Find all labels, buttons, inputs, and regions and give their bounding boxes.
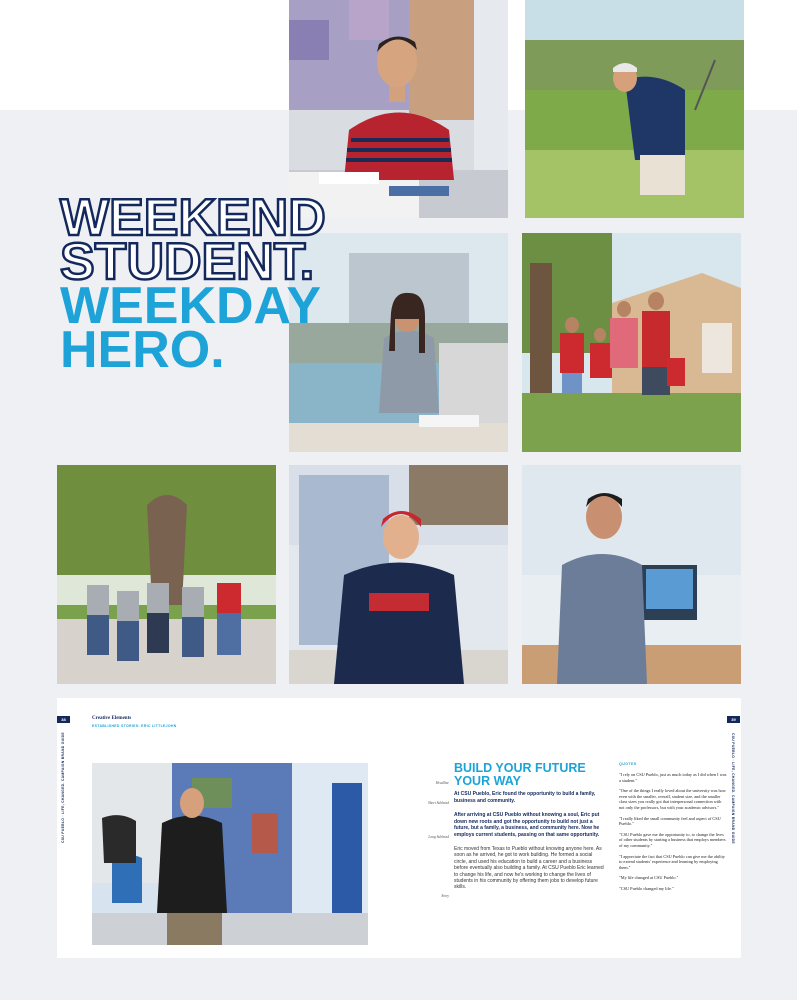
label-story: Story [441,894,449,898]
headline-line-2: STUDENT. [60,233,315,291]
photo-group-tree [57,465,276,684]
quote-item: "CSU Pueblo gave me the opportunity to, to change the lives of other students by starting a business that employs members of my community." [619,831,726,848]
page-number-right: 39 [727,716,740,723]
brochure-spread [57,698,741,958]
photo-golfer [525,0,744,218]
label-long-subhead: Long Subhead [428,835,449,839]
photo-office [522,465,741,684]
headline [60,189,380,379]
headline-line-1: WEEKEND [60,189,326,247]
spread-headline: BUILD YOUR FUTURE YOUR WAY [454,761,586,788]
photo-cross-country [289,465,508,684]
label-short-subhead: Short Subhead [427,801,449,805]
quote-item: "I really liked the small community feel and aspect of CSU Pueblo." [619,815,721,827]
photo-student-desk [289,0,508,218]
quote-item: "My life changed at CSU Pueblo." [619,875,679,881]
section-subtitle: ESTABLISHED STORIES: ERIC LITTLEJOHN [92,724,177,728]
side-text-left: CSU PUEBLO · LIFE, CHANGED. CAMPAIGN BRAND GUIDE [61,732,65,843]
spread-long-subhead: After arriving at CSU Pueblo without knowing a soul, Eric put down new roots and got the opportunity to build not just a future, but a family, a business, and community here. Now he employs current students, passing on that same opportunity. [454,812,600,838]
quote-item: "I rely on CSU Pueblo, just as much today as I did when I was a student." [619,772,727,783]
spread-short-subhead: At CSU Pueblo, Eric found the opportunity to build a family, business and community. [454,791,596,804]
quotes-list [619,772,727,897]
quotes-heading: QUOTES [619,762,637,766]
quote-item: "One of the things I really loved about the university was how even with the smaller, overall, student size, and the smaller class sizes you really got that interpersonal connection with not only the professors, but with your academic advisors." [619,788,726,810]
photo-family [522,233,741,452]
headline-line-4: HERO. [60,321,225,379]
photo-spread-business [92,763,368,945]
quote-item: "CSU Pueblo changed my life." [619,885,674,891]
side-text-right: CSU PUEBLO · LIFE, CHANGED. CAMPAIGN BRAND GUIDE [731,733,735,844]
quote-item: "I appreciate the fact that CSU Pueblo can give me the ability to extend students' experience and learning by employing them." [619,853,725,870]
headline-line-3: WEEKDAY [60,277,322,335]
page-number-left: 38 [57,716,70,723]
section-title: Creative Elements [92,716,132,721]
spread-story: Eric moved from Texas to Pueblo without knowing anyone here. As soon as he arrived, he got to work building. He formed a social circle, and used his education to build a career and a business before eventually also building a family. At CSU Pueblo Eric learned to change his life, and now he's working to change the lives of students in his community by offering them jobs to develop future skills. [454,846,604,891]
label-headline: Headline [435,781,449,785]
